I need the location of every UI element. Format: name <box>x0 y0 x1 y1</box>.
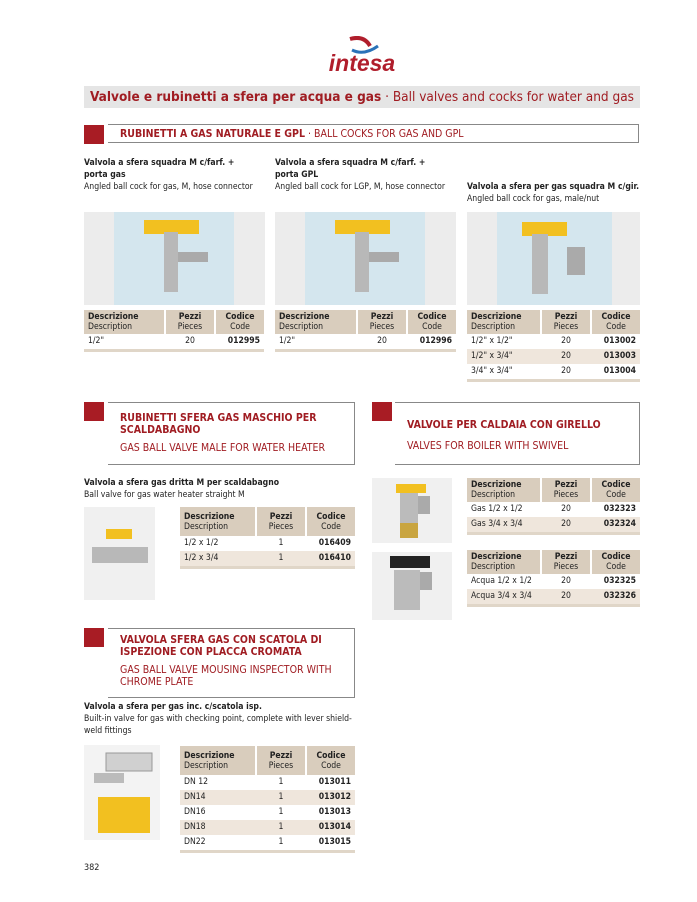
spec-table <box>180 507 355 569</box>
description-cell: DN 12 <box>184 777 209 787</box>
product-info <box>467 181 647 205</box>
code-cell: 013012 <box>306 790 355 805</box>
section-title-it: RUBINETTI SFERA GAS MASCHIO PER SCALDABAGNO <box>120 412 317 436</box>
description-cell: DN14 <box>180 790 256 805</box>
product-description: Angled ball cock for LGP, M, hose connector <box>275 182 446 192</box>
code-cell: 013015 <box>306 835 355 852</box>
section-marker <box>84 628 104 647</box>
product-description: Ball valve for gas water heater straight M <box>84 490 245 500</box>
product-image-valve <box>84 507 155 600</box>
header-label-en: Pieces <box>268 761 294 771</box>
product-image-valve <box>84 212 265 305</box>
code-header <box>306 746 355 775</box>
section-header-water-heater <box>108 402 355 465</box>
header-label-en: Code <box>321 761 341 771</box>
header-label-en: Description <box>184 522 229 532</box>
section-header-inspection-box <box>108 628 355 698</box>
pieces-cell: 20 <box>357 334 407 351</box>
table-row <box>467 334 640 349</box>
table-row <box>180 775 355 790</box>
header-label-en: Description <box>279 322 324 332</box>
section-header-gas-cocks <box>108 124 639 143</box>
pieces-cell: 20 <box>541 517 591 534</box>
code-cell: 012996 <box>407 334 456 351</box>
description-cell: Gas 3/4 x 3/4 <box>467 517 541 534</box>
header-label-it: Pezzi <box>370 312 394 322</box>
pieces-header <box>256 507 306 536</box>
code-cell: 013013 <box>318 807 351 817</box>
header-label-it: Codice <box>601 552 631 562</box>
section-title-en: GAS BALL VALVE MALE FOR WATER HEATER <box>120 442 326 454</box>
code-cell: 013014 <box>306 820 355 835</box>
product-image-valve <box>372 478 452 543</box>
header-label-it: Codice <box>417 312 447 322</box>
code-cell: 032324 <box>591 517 640 534</box>
header-label-it: Codice <box>316 512 346 522</box>
description-cell: 1/2" x 1/2" <box>471 336 513 346</box>
description-cell: 1/2" x 3/4" <box>467 349 541 364</box>
page-title <box>84 86 640 108</box>
header-label-it: Descrizione <box>471 312 522 322</box>
page-number: 382 <box>84 863 100 873</box>
code-cell: 013011 <box>318 777 351 787</box>
description-cell: Gas 1/2 x 1/2 <box>471 504 523 514</box>
header-label-en: Pieces <box>268 522 294 532</box>
product-name: Valvola a sfera per gas squadra M c/gir. <box>467 182 640 192</box>
pieces-cell: 1 <box>256 790 306 805</box>
product-image-valve <box>467 212 640 305</box>
pieces-cell: 20 <box>561 336 571 346</box>
table-header-row <box>180 746 355 775</box>
header-label-en: Code <box>321 522 341 532</box>
table-row <box>180 551 355 568</box>
product-name: Valvola a sfera squadra M c/farf. + porta gas <box>84 158 235 180</box>
header-label-it: Descrizione <box>471 480 522 490</box>
description-cell: 1/2" <box>84 334 165 351</box>
spec-table <box>467 550 640 607</box>
code-cell: 013004 <box>591 364 640 381</box>
code-cell: 032323 <box>603 504 636 514</box>
table-header-row <box>467 550 640 574</box>
header-label-en: Description <box>471 562 516 572</box>
description-cell: 3/4" x 3/4" <box>467 364 541 381</box>
pieces-cell: 1 <box>278 538 284 548</box>
pieces-cell: 1 <box>256 551 306 568</box>
table-row <box>467 574 640 589</box>
title-italian: Valvole e rubinetti a sfera per acqua e gas <box>90 89 382 105</box>
header-label-en: Code <box>422 322 442 332</box>
description-cell: Acqua 1/2 x 1/2 <box>471 576 532 586</box>
product-info <box>84 477 354 501</box>
table-row <box>275 334 456 351</box>
description-cell: DN18 <box>180 820 256 835</box>
product-image-valve <box>275 212 456 305</box>
table-header-row <box>180 507 355 536</box>
product-info <box>84 701 354 737</box>
header-label-it: Pezzi <box>269 751 293 761</box>
section-title-it: VALVOLE PER CALDAIA CON GIRELLO <box>407 419 601 431</box>
header-label-it: Pezzi <box>269 512 293 522</box>
header-label-it: Codice <box>316 751 346 761</box>
title-english: Ball valves and cocks for water and gas <box>392 89 634 105</box>
spec-table <box>275 310 456 352</box>
spec-table <box>467 310 640 382</box>
section-marker <box>84 125 104 144</box>
pieces-cell: 20 <box>541 349 591 364</box>
header-label-en: Description <box>184 761 229 771</box>
table-row <box>467 589 640 606</box>
code-header <box>591 478 640 502</box>
header-label-it: Pezzi <box>554 480 578 490</box>
product-name: Valvola a sfera per gas inc. c/scatola isp. <box>84 702 262 712</box>
code-cell: 012995 <box>215 334 264 351</box>
pieces-header <box>357 310 407 334</box>
spec-table <box>84 310 264 352</box>
section-marker <box>84 402 104 421</box>
pieces-cell: 1 <box>256 820 306 835</box>
header-label-en: Description <box>88 322 133 332</box>
description-cell: DN22 <box>180 835 256 852</box>
header-label-en: Code <box>230 322 250 332</box>
description-header <box>84 310 165 334</box>
table-row <box>467 364 640 381</box>
header-label-en: Code <box>606 490 626 500</box>
title-separator: · <box>381 89 393 105</box>
pieces-header <box>256 746 306 775</box>
section-header-boiler <box>395 402 640 465</box>
code-header <box>591 550 640 574</box>
header-label-it: Codice <box>601 312 631 322</box>
description-header <box>180 507 256 536</box>
pieces-cell: 20 <box>561 504 571 514</box>
section-marker <box>372 402 392 421</box>
description-header <box>467 478 541 502</box>
description-header <box>275 310 357 334</box>
product-image-valve <box>372 552 452 620</box>
code-cell: 032326 <box>591 589 640 606</box>
pieces-cell: 1 <box>278 777 284 787</box>
header-label-it: Descrizione <box>279 312 330 322</box>
header-label-en: Code <box>606 322 626 332</box>
pieces-cell: 20 <box>561 576 571 586</box>
table-header-row <box>84 310 264 334</box>
spec-table <box>180 746 355 853</box>
header-label-en: Pieces <box>177 322 203 332</box>
product-name: Valvola a sfera gas dritta M per scaldabagno <box>84 478 280 488</box>
pieces-cell: 20 <box>165 334 215 351</box>
header-label-en: Code <box>606 562 626 572</box>
pieces-cell: 1 <box>278 807 284 817</box>
header-label-it: Pezzi <box>554 552 578 562</box>
table-row <box>84 334 264 351</box>
section-title-en: GAS BALL VALVE MOUSING INSPECTOR WITH CHROME PLATE <box>120 664 332 688</box>
table-header-row <box>467 310 640 334</box>
description-header <box>180 746 256 775</box>
description-cell: 1/2" <box>275 334 357 351</box>
header-label-en: Pieces <box>553 490 579 500</box>
header-label-en: Pieces <box>369 322 395 332</box>
logo-text: intesa <box>328 50 396 76</box>
description-cell: 1/2 x 1/2 <box>184 538 219 548</box>
code-cell: 013002 <box>603 336 636 346</box>
code-header <box>306 507 355 536</box>
header-label-en: Pieces <box>553 322 579 332</box>
header-label-it: Descrizione <box>184 512 235 522</box>
code-cell: 016410 <box>306 551 355 568</box>
section-title-it: VALVOLA SFERA GAS CON SCATOLA DI ISPEZIONE CON PLACCA CROMATA <box>120 634 322 658</box>
table-row <box>180 835 355 852</box>
product-description: Angled ball cock for gas, male/nut <box>467 194 600 204</box>
section-title-it: RUBINETTI A GAS NATURALE E GPL <box>120 128 305 140</box>
description-header <box>467 550 541 574</box>
product-name: Valvola a sfera squadra M c/farf. + porta GPL <box>275 158 426 180</box>
pieces-header <box>541 310 591 334</box>
table-row <box>180 820 355 835</box>
table-row <box>180 805 355 820</box>
product-info <box>84 157 259 193</box>
table-row <box>180 536 355 551</box>
table-row <box>467 349 640 364</box>
code-cell: 032325 <box>603 576 636 586</box>
pieces-header <box>541 550 591 574</box>
header-label-it: Codice <box>225 312 255 322</box>
pieces-header <box>165 310 215 334</box>
table-row <box>467 502 640 517</box>
header-label-en: Description <box>471 490 516 500</box>
description-cell: DN16 <box>184 807 206 817</box>
header-label-it: Codice <box>601 480 631 490</box>
header-label-it: Pezzi <box>178 312 202 322</box>
table-row <box>467 517 640 534</box>
section-title-en: BALL COCKS FOR GAS AND GPL <box>314 128 464 140</box>
table-row <box>180 790 355 805</box>
intesa-logo <box>320 36 404 80</box>
header-label-it: Descrizione <box>184 751 235 761</box>
code-cell: 016409 <box>318 538 351 548</box>
pieces-cell: 20 <box>541 589 591 606</box>
header-label-en: Description <box>471 322 516 332</box>
table-header-row <box>275 310 456 334</box>
code-cell: 013003 <box>591 349 640 364</box>
code-header <box>591 310 640 334</box>
header-label-it: Pezzi <box>554 312 578 322</box>
product-info <box>275 157 450 193</box>
table-header-row <box>467 478 640 502</box>
description-header <box>467 310 541 334</box>
header-label-en: Pieces <box>553 562 579 572</box>
code-header <box>215 310 264 334</box>
section-title-en: VALVES FOR BOILER WITH SWIVEL <box>407 440 569 452</box>
pieces-cell: 1 <box>256 835 306 852</box>
description-cell: Acqua 3/4 x 3/4 <box>467 589 541 606</box>
spec-table <box>467 478 640 535</box>
code-header <box>407 310 456 334</box>
header-label-it: Descrizione <box>88 312 139 322</box>
product-image-inspection-box <box>84 745 160 840</box>
pieces-cell: 20 <box>541 364 591 381</box>
description-cell: 1/2 x 3/4 <box>180 551 256 568</box>
product-description: Built-in valve for gas with checking point, complete with lever shield-weld fittings <box>84 714 352 736</box>
section-separator: · <box>305 128 314 140</box>
pieces-header <box>541 478 591 502</box>
header-label-it: Descrizione <box>471 552 522 562</box>
product-description: Angled ball cock for gas, M, hose connector <box>84 182 253 192</box>
